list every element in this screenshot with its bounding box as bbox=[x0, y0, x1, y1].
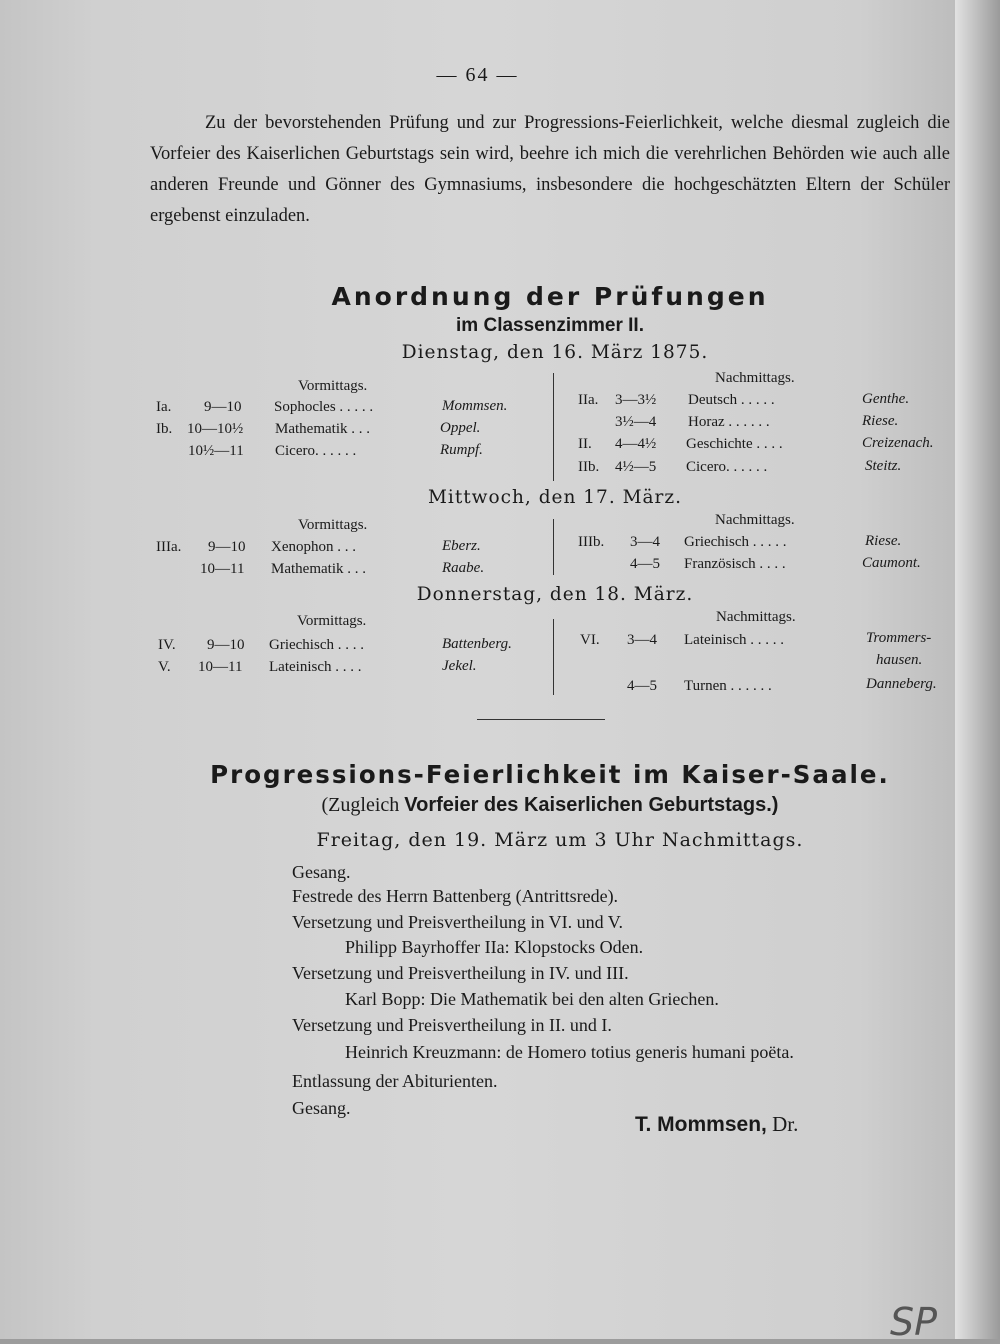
d3-a0-subject bbox=[684, 632, 784, 649]
d1-a0-dots: . . . . . bbox=[737, 392, 775, 408]
d1-a0-teacher: Genthe. bbox=[862, 391, 910, 407]
d1-a2-subject bbox=[686, 436, 783, 453]
intro-text: Zu der bevorstehenden Prüfung und zur Progressions-Feierlichkeit, welche diesmal zugleich die Vorfeier des Kaiserlichen Geburtstags sein wird, beehre ich mich die verehrlichen Behörden wie auch alle anderen Freunde und Gönner des Gymnasiums, insbesondere die hochgeschätzten Eltern der Schüler ergebenst einzuladen. bbox=[150, 113, 950, 226]
day-3-morning-label: Vormittags. bbox=[297, 613, 367, 629]
program-item: Heinrich Kreuzmann: de Homero totius generis humani poëta. bbox=[345, 1042, 794, 1062]
d2-a1-time: 4—5 bbox=[630, 556, 660, 572]
exam-title: Anordnung der Prüfungen bbox=[331, 282, 769, 311]
d3-m1-time: 10—11 bbox=[198, 659, 243, 675]
signature bbox=[635, 1112, 798, 1137]
day-2-afternoon-label: Nachmittags. bbox=[715, 512, 795, 528]
day-2-morning-label: Vormittags. bbox=[298, 517, 368, 533]
d2-a0-class: IIIb. bbox=[578, 534, 605, 550]
d1-a3-subject-text: Cicero. bbox=[686, 459, 730, 475]
d1-a1-dots: . . . . . . bbox=[724, 414, 770, 430]
d1-m0-dots: . . . . . bbox=[335, 399, 374, 415]
d1-a3-class: IIb. bbox=[578, 459, 600, 475]
d2-m0-time: 9—10 bbox=[208, 539, 246, 555]
d1-m1-subject bbox=[275, 421, 370, 438]
day-1-afternoon-label: Nachmittags. bbox=[715, 370, 795, 386]
d3-m0-subject bbox=[269, 637, 364, 654]
d1-a1-time: 3½—4 bbox=[615, 414, 657, 430]
d2-a0-dots: . . . . . bbox=[748, 534, 787, 550]
d1-m0-subject-text: Sophocles bbox=[274, 399, 336, 415]
d1-a1-subject bbox=[688, 414, 770, 431]
d3-m0-teacher: Battenberg. bbox=[442, 636, 512, 652]
d3-a1-teacher: Danneberg. bbox=[866, 676, 937, 692]
day-3-afternoon-label: Nachmittags. bbox=[716, 609, 796, 625]
d2-a1-subject bbox=[684, 556, 786, 573]
day-2-divider bbox=[553, 519, 554, 575]
d1-a0-class: IIa. bbox=[578, 392, 599, 408]
d1-m1-teacher: Oppel. bbox=[440, 420, 481, 436]
d3-a0-teacher: Trommers- bbox=[866, 630, 932, 646]
day-3-divider bbox=[553, 619, 554, 695]
d1-a0-subject-text: Deutsch bbox=[688, 392, 738, 408]
pencil-mark: SP bbox=[890, 1300, 938, 1344]
d1-m0-time: 9—10 bbox=[204, 399, 242, 415]
d3-a0-teacher-cont: hausen. bbox=[876, 652, 923, 668]
d2-a1-subject-text: Französisch bbox=[684, 556, 756, 572]
d3-m1-subject-text: Lateinisch bbox=[269, 659, 332, 675]
d1-m1-time: 10—10½ bbox=[187, 421, 244, 437]
progression-subtitle-open: (Zugleich bbox=[321, 794, 405, 816]
d1-a1-subject-text: Horaz bbox=[688, 414, 725, 430]
d1-m0-teacher: Mommsen. bbox=[442, 398, 508, 414]
d2-m0-subject bbox=[271, 539, 356, 556]
d3-m1-class: V. bbox=[158, 659, 171, 675]
d1-m0-class: Ia. bbox=[156, 399, 172, 415]
progression-subtitle bbox=[0, 794, 1000, 817]
section-divider bbox=[477, 719, 605, 720]
d1-a0-time: 3—3½ bbox=[615, 392, 657, 408]
d3-a1-subject-text: Turnen bbox=[684, 678, 727, 694]
day-1-morning-label: Vormittags. bbox=[298, 378, 368, 394]
d3-a0-class: VI. bbox=[580, 632, 600, 648]
progression-title: Progressions-Feierlichkeit im Kaiser-Saale. bbox=[210, 760, 890, 789]
exam-subtitle: im Classenzimmer II. bbox=[456, 315, 644, 336]
d1-a1-teacher: Riese. bbox=[862, 413, 899, 429]
d2-m1-subject-text: Mathematik bbox=[271, 561, 344, 577]
signature-name: T. Mommsen, bbox=[635, 1113, 767, 1136]
program-item: Gesang. bbox=[292, 862, 351, 882]
d1-a2-time: 4—4½ bbox=[615, 436, 657, 452]
d1-m2-subject bbox=[275, 443, 356, 460]
d3-m1-subject bbox=[269, 659, 361, 676]
program-item: Festrede des Herrn Battenberg (Antrittsrede). bbox=[292, 886, 619, 906]
d3-m0-time: 9—10 bbox=[207, 637, 245, 653]
d1-a0-subject bbox=[688, 392, 775, 409]
program-item: Karl Bopp: Die Mathematik bei den alten Griechen. bbox=[345, 989, 719, 1009]
d1-m2-subject-text: Cicero bbox=[275, 443, 315, 459]
day-2-date: Mittwoch, den 17. März. bbox=[427, 487, 683, 508]
d1-m2-dots: . . . . . . bbox=[314, 443, 357, 459]
d2-m0-dots: . . . bbox=[333, 539, 356, 555]
d2-m0-subject-text: Xenophon bbox=[271, 539, 334, 555]
day-1-divider bbox=[553, 373, 554, 481]
d2-m0-teacher: Eberz. bbox=[442, 538, 481, 554]
d3-m1-dots: . . . . bbox=[331, 659, 362, 675]
d3-m1-teacher: Jekel. bbox=[442, 658, 477, 674]
day-1-date: Dienstag, den 16. März 1875. bbox=[401, 342, 709, 363]
d2-a1-dots: . . . . bbox=[755, 556, 786, 572]
d1-a2-dots: . . . . bbox=[752, 436, 783, 452]
d2-a1-teacher: Caumont. bbox=[862, 555, 921, 571]
d3-a1-subject bbox=[684, 678, 772, 695]
d3-a1-dots: . . . . . . bbox=[726, 678, 772, 694]
d2-m1-subject bbox=[271, 561, 366, 578]
signature-title: Dr. bbox=[766, 1112, 799, 1136]
d1-m1-class: Ib. bbox=[156, 421, 173, 437]
d1-m1-subject-text: Mathematik bbox=[275, 421, 348, 437]
d3-m0-dots: . . . . bbox=[333, 637, 364, 653]
d3-a0-time: 3—4 bbox=[627, 632, 657, 648]
d2-a0-subject-text: Griechisch bbox=[684, 534, 749, 550]
d1-m2-teacher: Rumpf. bbox=[440, 442, 483, 458]
program-item: Philipp Bayrhoffer IIa: Klopstocks Oden. bbox=[345, 937, 644, 957]
page-number: — 64 — bbox=[436, 64, 519, 86]
d3-m0-class: IV. bbox=[158, 637, 176, 653]
d1-m2-time: 10½—11 bbox=[188, 443, 244, 459]
program-item: Gesang. bbox=[292, 1098, 351, 1118]
d1-m0-subject bbox=[274, 399, 373, 416]
d3-a0-subject-text: Lateinisch bbox=[684, 632, 747, 648]
d2-m0-class: IIIa. bbox=[156, 539, 182, 555]
d1-a3-teacher: Steitz. bbox=[865, 458, 902, 474]
d1-a3-dots: . . . . . bbox=[729, 459, 768, 475]
d2-m1-teacher: Raabe. bbox=[442, 560, 485, 576]
d2-m1-time: 10—11 bbox=[200, 561, 245, 577]
progression-subtitle-bold: Vorfeier des Kaiserlichen Geburtstags.) bbox=[404, 794, 779, 816]
program-item: Versetzung und Preisvertheilung in II. und I. bbox=[292, 1015, 612, 1035]
d1-m1-dots: . . . bbox=[347, 421, 370, 437]
page-edge bbox=[955, 0, 1000, 1339]
program-item: Versetzung und Preisvertheilung in VI. und V. bbox=[292, 912, 623, 932]
program-item: Entlassung der Abiturienten. bbox=[292, 1071, 498, 1091]
d3-m0-subject-text: Griechisch bbox=[269, 637, 334, 653]
d3-a0-dots: . . . . . bbox=[746, 632, 784, 648]
intro-paragraph bbox=[150, 108, 950, 232]
d1-a2-subject-text: Geschichte bbox=[686, 436, 753, 452]
d3-a1-time: 4—5 bbox=[627, 678, 657, 694]
d1-a3-subject bbox=[686, 459, 767, 476]
d2-m1-dots: . . . bbox=[343, 561, 366, 577]
d1-a2-class: II. bbox=[578, 436, 592, 452]
d1-a3-time: 4½—5 bbox=[615, 459, 657, 475]
d1-a2-teacher: Creizenach. bbox=[862, 435, 934, 451]
d2-a0-teacher: Riese. bbox=[865, 533, 902, 549]
day-3-date: Donnerstag, den 18. März. bbox=[416, 584, 694, 605]
d2-a0-time: 3—4 bbox=[630, 534, 660, 550]
program-item: Versetzung und Preisvertheilung in IV. und III. bbox=[292, 963, 629, 983]
d2-a0-subject bbox=[684, 534, 786, 551]
progression-date: Freitag, den 19. März um 3 Uhr Nachmittags. bbox=[316, 829, 804, 851]
